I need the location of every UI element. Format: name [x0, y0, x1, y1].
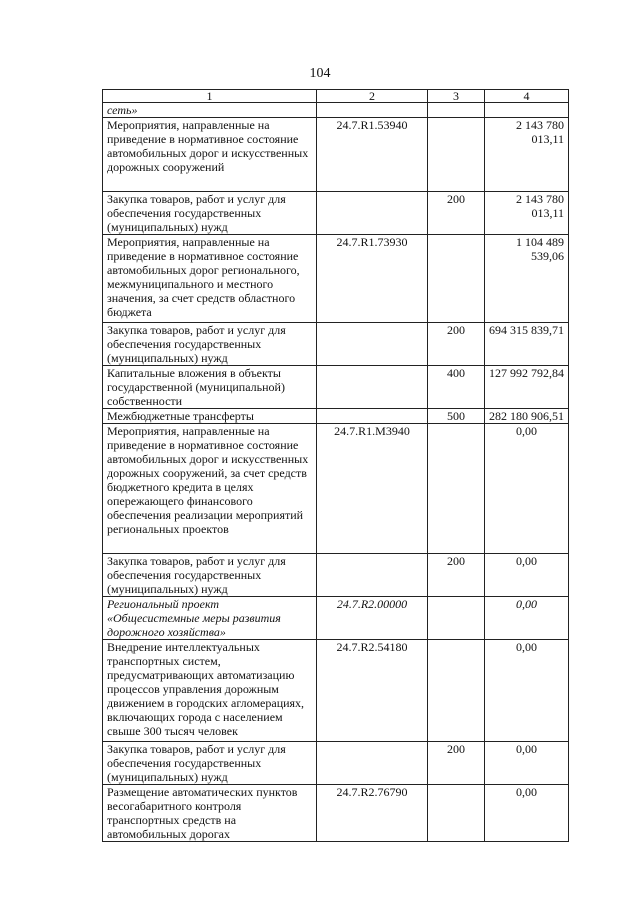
- table-row: [103, 323, 569, 366]
- row-amount-cell: [485, 103, 569, 118]
- row-amount-cell: 694 315 839,71: [485, 323, 569, 366]
- page-number: 104: [309, 66, 331, 81]
- row-amount-cell: 127 992 792,84: [485, 366, 569, 409]
- row-expense-type-cell: [428, 640, 485, 742]
- table-row: [103, 118, 569, 192]
- row-name-cell: Региональный проект «Общесистемные меры развития дорожного хозяйства»: [103, 597, 317, 640]
- row-name-cell: Мероприятия, направленные на приведение в нормативное состояние автомобильных дорог регионального, межмуниципального и местного значения, за счет средств областного бюджета: [103, 235, 317, 323]
- row-name-cell: Межбюджетные трансферты: [103, 409, 317, 424]
- row-amount-cell: 1 104 489 539,06: [485, 235, 569, 323]
- row-expense-type-cell: [428, 118, 485, 192]
- column-header-1: 1: [103, 90, 317, 103]
- row-expense-type-cell: 200: [428, 192, 485, 235]
- row-code-cell: [317, 323, 428, 366]
- row-expense-type-cell: 400: [428, 366, 485, 409]
- table-row: [103, 103, 569, 118]
- column-header-3: 3: [428, 90, 485, 103]
- table-row: [103, 597, 569, 640]
- row-code-cell: 24.7.R1.53940: [317, 118, 428, 192]
- row-name-cell: Мероприятия, направленные на приведение в нормативное состояние автомобильных дорог и искусственных дорожных сооружений, за счет средств бюджетного кредита в целях опережающего финансового обеспечения реализации мероприятий региональных проектов: [103, 424, 317, 554]
- row-code-cell: 24.7.R1.M3940: [317, 424, 428, 554]
- table-row: [103, 192, 569, 235]
- row-amount-cell: 0,00: [485, 597, 569, 640]
- row-amount-cell: 0,00: [485, 742, 569, 785]
- row-name-cell: сеть»: [103, 103, 317, 118]
- table-row: [103, 742, 569, 785]
- row-name-cell: Закупка товаров, работ и услуг для обеспечения государственных (муниципальных) нужд: [103, 554, 317, 597]
- row-amount-cell: 0,00: [485, 424, 569, 554]
- table-row: [103, 554, 569, 597]
- row-expense-type-cell: [428, 103, 485, 118]
- column-header-2: 2: [317, 90, 428, 103]
- row-name-cell: Закупка товаров, работ и услуг для обеспечения государственных (муниципальных) нужд: [103, 742, 317, 785]
- column-header-4: 4: [485, 90, 569, 103]
- row-expense-type-cell: 200: [428, 742, 485, 785]
- row-name-cell: Закупка товаров, работ и услуг для обеспечения государственных (муниципальных) нужд: [103, 192, 317, 235]
- row-code-cell: 24.7.R2.00000: [317, 597, 428, 640]
- row-code-cell: 24.7.R2.54180: [317, 640, 428, 742]
- row-code-cell: [317, 742, 428, 785]
- row-code-cell: [317, 409, 428, 424]
- row-expense-type-cell: [428, 785, 485, 842]
- row-expense-type-cell: [428, 424, 485, 554]
- row-code-cell: [317, 366, 428, 409]
- row-code-cell: 24.7.R1.73930: [317, 235, 428, 323]
- row-name-cell: Закупка товаров, работ и услуг для обеспечения государственных (муниципальных) нужд: [103, 323, 317, 366]
- row-expense-type-cell: [428, 597, 485, 640]
- row-name-cell: Мероприятия, направленные на приведение в нормативное состояние автомобильных дорог и искусственных дорожных сооружений: [103, 118, 317, 192]
- table-row: [103, 640, 569, 742]
- row-code-cell: [317, 103, 428, 118]
- row-name-cell: Капитальные вложения в объекты государственной (муниципальной) собственности: [103, 366, 317, 409]
- row-amount-cell: 2 143 780 013,11: [485, 118, 569, 192]
- table-row: [103, 424, 569, 554]
- row-amount-cell: 2 143 780 013,11: [485, 192, 569, 235]
- table-row: [103, 235, 569, 323]
- row-code-cell: [317, 192, 428, 235]
- table-row: [103, 409, 569, 424]
- table-row: [103, 366, 569, 409]
- row-expense-type-cell: [428, 235, 485, 323]
- row-amount-cell: 0,00: [485, 554, 569, 597]
- row-name-cell: Размещение автоматических пунктов весогабаритного контроля транспортных средств на автомобильных дорогах: [103, 785, 317, 842]
- row-name-cell: Внедрение интеллектуальных транспортных систем, предусматривающих автоматизацию процессов управления дорожным движением в городских агломерациях, включающих города с населением свыше 300 тысяч человек: [103, 640, 317, 742]
- row-amount-cell: 282 180 906,51: [485, 409, 569, 424]
- row-code-cell: [317, 554, 428, 597]
- budget-table: [102, 89, 569, 842]
- row-expense-type-cell: 200: [428, 554, 485, 597]
- row-expense-type-cell: 200: [428, 323, 485, 366]
- row-amount-cell: 0,00: [485, 640, 569, 742]
- row-amount-cell: 0,00: [485, 785, 569, 842]
- table-row: [103, 785, 569, 842]
- row-expense-type-cell: 500: [428, 409, 485, 424]
- table-header-row: [103, 90, 569, 103]
- row-code-cell: 24.7.R2.76790: [317, 785, 428, 842]
